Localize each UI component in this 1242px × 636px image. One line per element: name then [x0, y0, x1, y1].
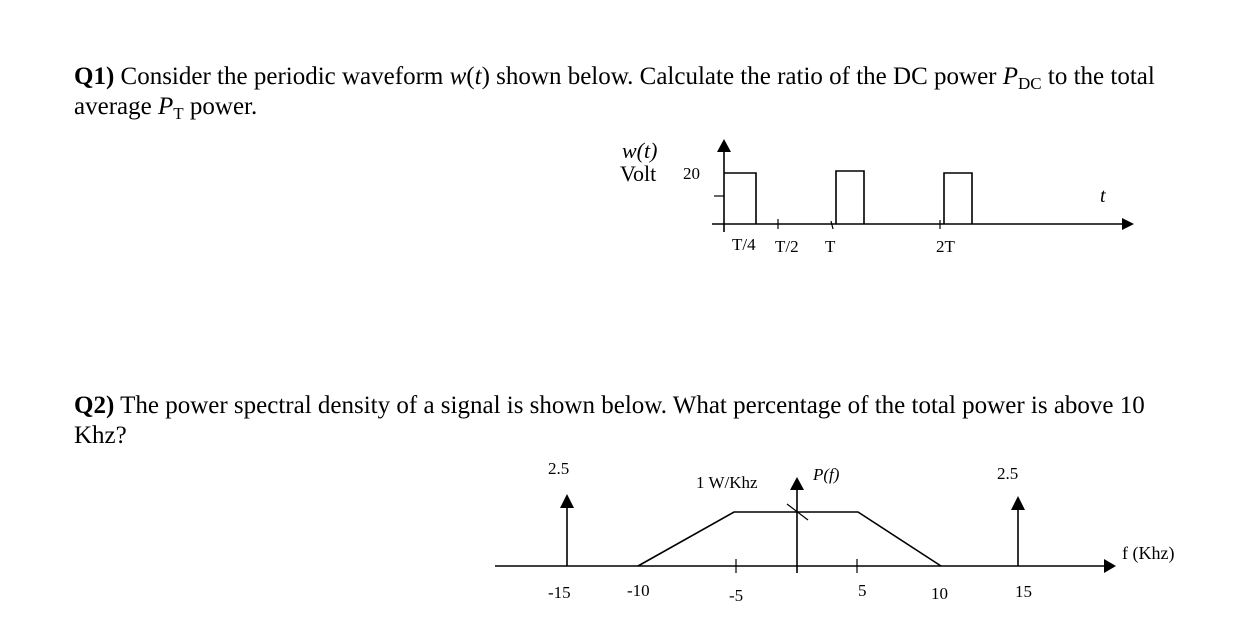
psd-figure	[495, 477, 1116, 573]
tick-label-5: 5	[858, 581, 867, 600]
time-axis-arrowhead	[1122, 218, 1134, 230]
tick-label-10: 10	[931, 584, 948, 603]
tick-label-minus-15: -15	[548, 583, 571, 602]
impulse-right-arrowhead	[1011, 496, 1025, 510]
question-1-fn: w	[449, 63, 467, 90]
question-1-var: t	[474, 63, 482, 90]
question-2-label: Q2)	[74, 392, 115, 419]
waveform-pulse-3	[944, 173, 972, 224]
question-1-pdc: P	[1002, 63, 1019, 90]
question-1-pt: P	[157, 93, 174, 120]
question-2-text: The power spectral density of a signal is shown below. What percentage of the total power is above 10 Khz?	[74, 392, 1145, 449]
question-1-text-d: power.	[183, 93, 258, 120]
tick-label-t: T	[825, 237, 836, 256]
psd-ylabel: P(f)	[813, 465, 840, 484]
question-1-pdc-sub: DC	[1018, 74, 1042, 93]
tick-label-2t: 2T	[936, 237, 955, 256]
tick-label-t4: T/4	[732, 235, 756, 254]
question-1-paren-open: (	[466, 63, 475, 90]
question-1-text-a: Consider the periodic waveform	[114, 63, 450, 90]
waveform-pulse-1	[724, 173, 756, 224]
tick-label-15: 15	[1015, 582, 1032, 601]
amplitude-label: 20	[683, 164, 700, 183]
waveform-pulse-2	[836, 171, 864, 224]
question-1-paren-close: )	[481, 63, 490, 90]
vertical-axis-arrowhead	[790, 477, 804, 490]
psd-trapezoid	[638, 512, 941, 566]
waveform-ylabel: w(t)	[622, 138, 658, 163]
question-1-text-b: shown below. Calculate the ratio of the DC power	[489, 63, 1003, 90]
psd-xlabel: f (Khz)	[1122, 543, 1175, 563]
tick-label-minus-10: -10	[627, 581, 650, 600]
impulse-left-arrowhead	[560, 494, 574, 508]
impulse-right-label: 2.5	[997, 464, 1019, 483]
time-axis-label: t	[1100, 185, 1106, 207]
question-1-label: Q1)	[74, 63, 115, 90]
tick-label-minus-5: -5	[729, 586, 744, 605]
frequency-axis-arrowhead	[1104, 559, 1116, 573]
waveform-unit-label: Volt	[620, 161, 657, 186]
amplitude-axis-arrowhead	[717, 139, 731, 152]
question-1-pt-sub: T	[173, 104, 184, 123]
tick-label-t2: T/2	[775, 237, 799, 256]
question-1-text-c: to the total average	[74, 63, 1155, 120]
psd-level-label: 1 W/Khz	[696, 473, 758, 492]
impulse-left-label: 2.5	[548, 459, 570, 478]
tick-period	[831, 221, 833, 229]
waveform-figure	[712, 139, 1134, 232]
